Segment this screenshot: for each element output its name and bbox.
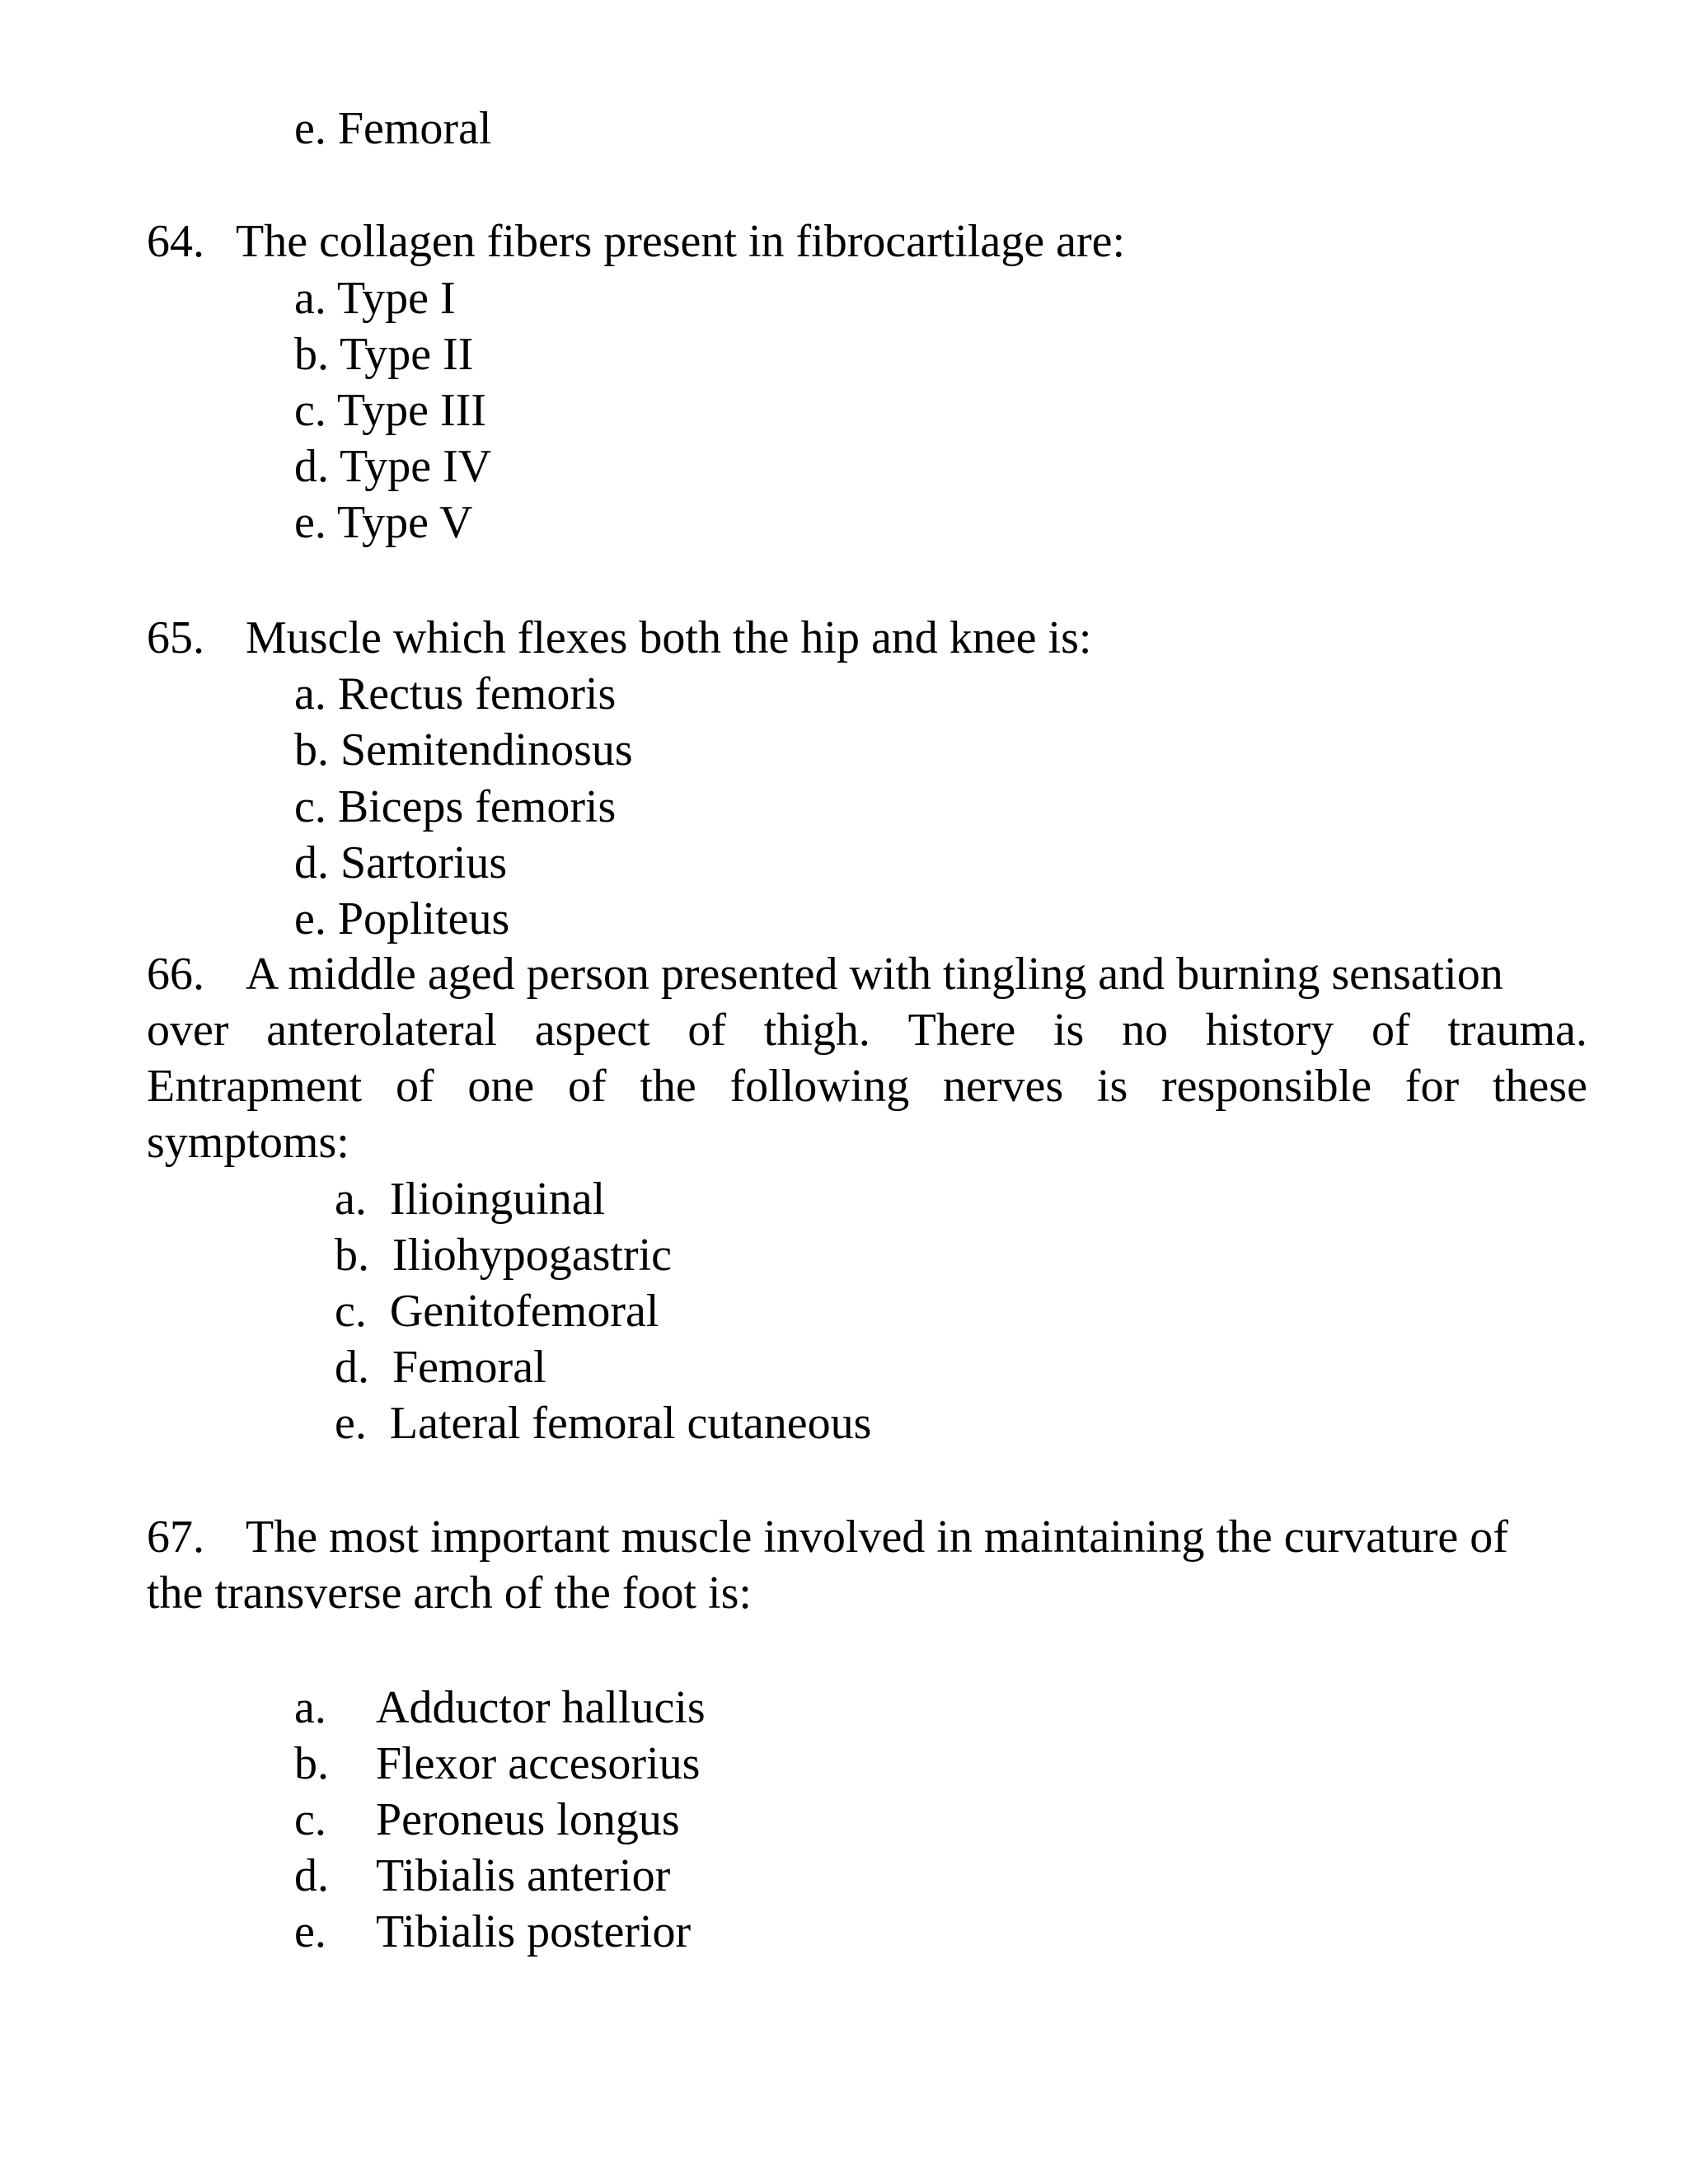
question-64-option-a: a. Type I bbox=[294, 273, 456, 324]
question-66-stem-line-1: A middle aged person presented with tingling and burning sensation bbox=[246, 949, 1503, 1000]
prev-question-option-e: e. Femoral bbox=[294, 103, 492, 154]
stem-word: one bbox=[467, 1061, 535, 1112]
question-67-option-e-letter: e. bbox=[294, 1906, 326, 1957]
question-66-option-d: d. Femoral bbox=[335, 1342, 546, 1393]
stem-word: There bbox=[907, 1005, 1016, 1056]
stem-word: following bbox=[729, 1061, 910, 1112]
question-67-number: 67. bbox=[147, 1511, 204, 1563]
question-65-option-e: e. Popliteus bbox=[294, 893, 510, 944]
stem-word: over bbox=[147, 1005, 229, 1056]
question-66-stem-line-4: symptoms: bbox=[147, 1117, 349, 1168]
stem-word: aspect bbox=[534, 1005, 650, 1056]
stem-word: of bbox=[567, 1061, 607, 1112]
question-67-stem-line-2: the transverse arch of the foot is: bbox=[147, 1568, 752, 1619]
stem-word: Entrapment bbox=[147, 1061, 363, 1112]
stem-word: the bbox=[640, 1061, 696, 1112]
stem-word: of bbox=[395, 1061, 434, 1112]
question-67-option-c-letter: c. bbox=[294, 1794, 326, 1845]
question-67-option-d-letter: d. bbox=[294, 1850, 329, 1901]
question-67-option-d-text: Tibialis anterior bbox=[376, 1850, 671, 1901]
stem-word: is bbox=[1053, 1005, 1085, 1056]
stem-word: is bbox=[1096, 1061, 1128, 1112]
question-67-option-e-text: Tibialis posterior bbox=[376, 1906, 692, 1957]
question-65-option-b: b. Semitendinosus bbox=[294, 724, 633, 776]
question-66-number: 66. bbox=[147, 949, 204, 1000]
question-67-option-a-text: Adductor hallucis bbox=[376, 1682, 706, 1733]
question-66-stem-line-3 bbox=[147, 1061, 1587, 1112]
question-64-option-b: b. Type II bbox=[294, 329, 474, 380]
stem-word: of bbox=[687, 1005, 727, 1056]
stem-word: these bbox=[1492, 1061, 1587, 1112]
stem-word: of bbox=[1372, 1005, 1410, 1056]
stem-word: nerves bbox=[943, 1061, 1064, 1112]
stem-word: for bbox=[1404, 1061, 1460, 1112]
question-65-number: 65. bbox=[147, 612, 204, 663]
question-64-option-e: e. Type V bbox=[294, 497, 473, 548]
question-66-option-b: b. Iliohypogastric bbox=[335, 1230, 673, 1281]
question-67-option-b-letter: b. bbox=[294, 1738, 329, 1789]
stem-word: anterolateral bbox=[266, 1005, 498, 1056]
question-65-option-d: d. Sartorius bbox=[294, 837, 508, 888]
question-65-option-a: a. Rectus femoris bbox=[294, 668, 617, 719]
stem-word: thigh. bbox=[763, 1005, 870, 1056]
question-64-number: 64. bbox=[147, 216, 204, 267]
question-66-stem-line-2 bbox=[147, 1005, 1587, 1056]
question-66-option-c: c. Genitofemoral bbox=[335, 1286, 659, 1337]
question-64-option-d: d. Type IV bbox=[294, 441, 492, 492]
question-65-option-c: c. Biceps femoris bbox=[294, 781, 617, 832]
question-66-option-e: e. Lateral femoral cutaneous bbox=[335, 1398, 872, 1449]
question-67-stem-line-1: The most important muscle involved in maintaining the curvature of bbox=[246, 1511, 1508, 1563]
stem-word: history bbox=[1205, 1005, 1334, 1056]
stem-word: no bbox=[1122, 1005, 1168, 1056]
question-64-stem: The collagen fibers present in fibrocartilage are: bbox=[236, 216, 1126, 267]
question-67-option-b-text: Flexor accesorius bbox=[376, 1738, 701, 1789]
question-66-option-a: a. Ilioinguinal bbox=[335, 1174, 606, 1225]
question-67-option-c-text: Peroneus longus bbox=[376, 1794, 680, 1845]
question-64-option-c: c. Type III bbox=[294, 385, 486, 436]
question-65-stem: Muscle which flexes both the hip and knee is: bbox=[246, 612, 1092, 663]
stem-word: responsible bbox=[1161, 1061, 1372, 1112]
question-67-option-a-letter: a. bbox=[294, 1682, 326, 1733]
stem-word: trauma. bbox=[1447, 1005, 1587, 1056]
